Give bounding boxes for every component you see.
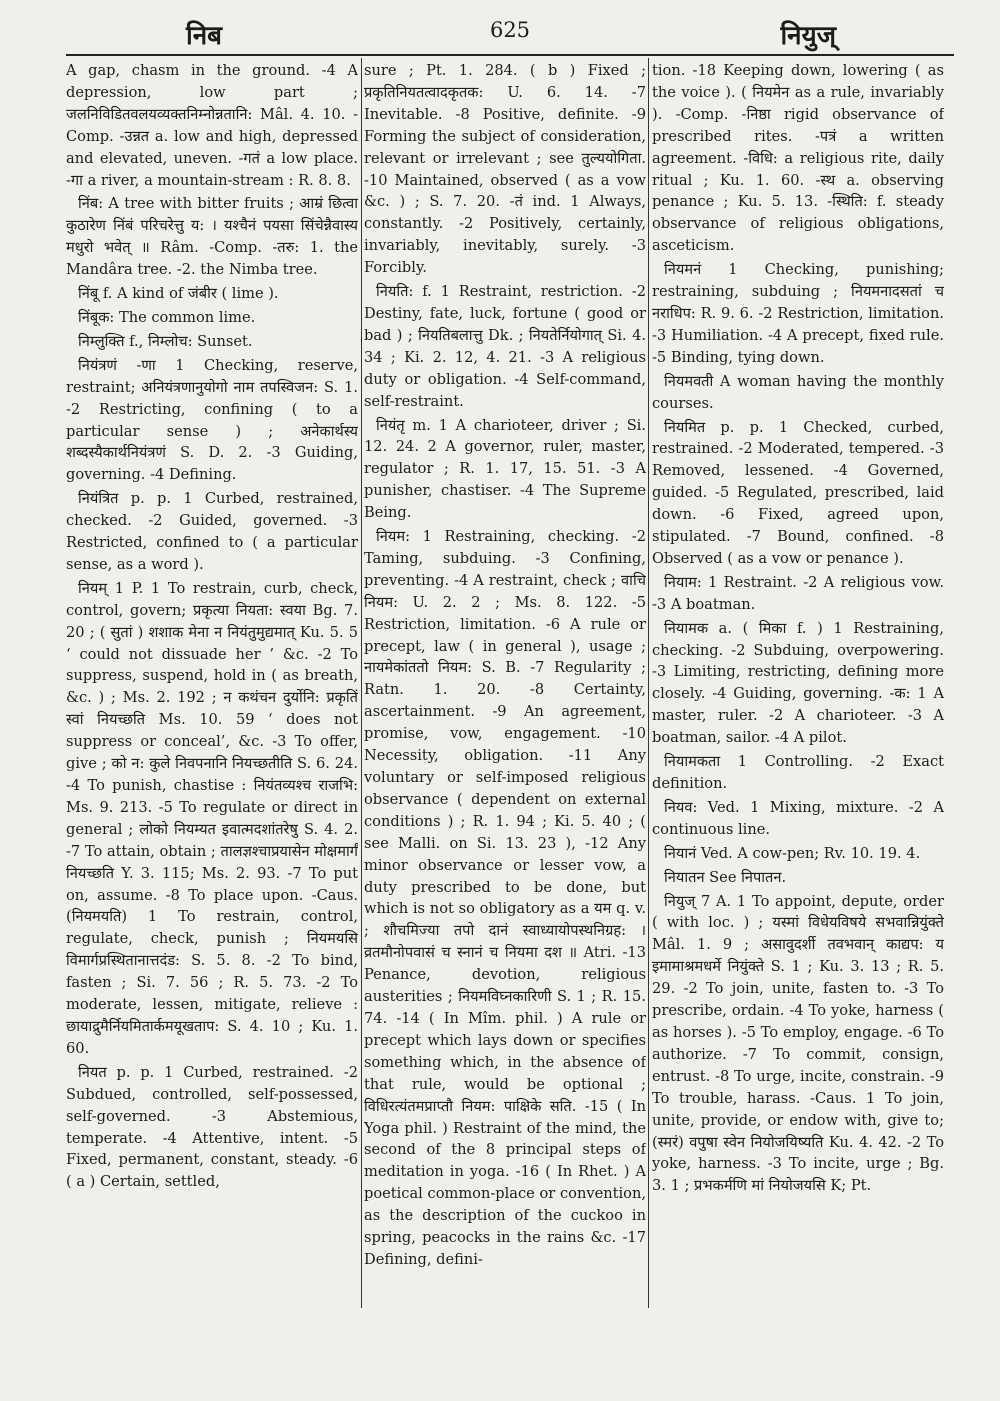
column-divider [648,58,649,1308]
entry-text: नियाम: 1 Restraint. -2 A religious vow. -3 A boatman. [652,573,944,613]
entry-text: निंबूक: The common lime. [78,308,256,326]
column-2 [364,60,646,1360]
entry-text: नियमनं 1 Checking, punishing; restraining, subduing ; नियमनादसतां च नराधिप: R. 9. 6. -2 Restriction, limitation. -3 Humiliation. -4 A precept, fixed rule. -5 Binding, tying down. [652,261,944,366]
page-number: 625 [489,18,531,42]
column-3 [652,60,944,1360]
entry-text: tion. -18 Keeping down, lowering ( as the voice ). ( नियमेन as a rule, invariably ). -Comp. -निष्ठा rigid observance of prescribed rites. -पत्रं a written agreement. -विधि: a religious rite, daily ritual ; Ku. 1. 60. -स्थ a. observing penance ; Ku. 5. 13. -स्थिति: f. steady observance of religious obligations, asceticism. [652,62,944,255]
entry-text: sure ; Pt. 1. 284. ( b ) Fixed ; प्रकृतिनियतत्वादकृतक: U. 6. 14. -7 Inevitable. -8 Positive, definite. -9 Forming the subject of consideration, relevant or irrelevant ; see तुल्ययोगिता. -10 Maintained, observed ( as a vow &c. ) ; S. 7. 20. -तं ind. 1 Always, constantly. -2 Positively, certainly, invariably, inevitably, surely. -3 Forcibly. [364,62,646,277]
entry-text: निम्लुक्ति f., निम्लोच: Sunset. [78,332,253,350]
header-rule [66,54,954,56]
entry-text: निंब: A tree with bitter fruits ; आम्रं छित्वा कुठारेण निंबं परिचरेत्तु य: । यश्चैनं पयसा सिंचेन्नैवास्य मधुरो भवेत् ॥ Râm. -Comp. -तरु: 1. the Mandâra tree. -2. the Nimba tree. [66,195,358,279]
entry-text: नियंतृ m. 1 A charioteer, driver ; Si. 12. 24. 2 A governor, ruler, master, regulator ; R. 1. 17, 15. 51. -3 A punisher, chastiser. -4 The Supreme Being. [364,416,646,522]
entry-text: नियामक a. ( मिका f. ) 1 Restraining, checking. -2 Subduing, overpowering. -3 Limiting, restricting, defining more closely. -4 Guiding, governing. -क: 1 A master, ruler. -2 A charioteer. -3 A boatman, sailor. -4 A pilot. [652,619,944,747]
entry-text: नियातन See निपातन. [664,868,787,886]
entry-text: नियानं Ved. A cow-pen; Rv. 10. 19. 4. [664,844,921,862]
left-running-headword: निब [186,21,223,51]
column-1 [66,60,358,1360]
entry-text: नियव: Ved. 1 Mixing, mixture. -2 A continuous line. [652,798,944,838]
entry-text: नियम: 1 Restraining, checking. -2 Taming, subduing. -3 Confining, preventing. -4 A restraint, check ; वाचि नियम: U. 2. 2 ; Ms. 8. 122. -5 Restriction, limitation. -6 A rule or precept, law ( in general ), usage ; नायमेकांततो नियम: S. B. -7 Regularity ; Ratn. 1. 20. -8 Certainty, ascertainment. -9 An agreement, promise, vow, engagement. -10 Necessity, obligation. -11 Any voluntary or self-imposed religious observance ( dependent on external conditions ) ; R. 1. 94 ; Ki. 5. 40 ; ( see Malli. on Si. 13. 23 ), -12 Any minor observance or lesser vow, a duty prescribed to be done, but which is not so obligatory as a यम q. v. ; शौचमिज्या तपो दानं स्वाध्यायोपस्थनिग्रह: । व्रतमौनोपवासं च स्नानं च नियमा दश ॥ Atri. -13 Penance, devotion, religious austerities ; नियमविघ्नकारिणी S. 1 ; R. 15. 74. -14 ( In Mîm. phil. ) A rule or precept which lays down or specifies something which, in the absence of that rule, would be optional ; विधिरत्यंतमप्राप्तौ नियम: पाक्षिके सति. -15 ( In Yoga phil. ) Restraint of the mind, the second of the 8 principal steps of meditation in yoga. -16 ( In Rhet. ) A poetical common-place or convention, as the description of the cuckoo in spring, peacocks in the rains &c. -17 Defining, defini- [364,528,646,1268]
entry-text: नियंत्रित p. p. 1 Curbed, restrained, checked. -2 Guided, governed. -3 Restricted, confined to ( a particular sense, as a word ). [66,490,358,573]
entry-text: नियति: f. 1 Restraint, restriction. -2 Destiny, fate, luck, fortune ( good or bad ) ; नियतिबलात्तु Dk. ; नियतेर्नियोगात् Si. 4. 34 ; Ki. 2. 12, 4. 21. -3 A religious duty or obligation. -4 Self-command, self-restraint. [364,283,646,410]
right-running-headword: नियुज् [780,21,836,51]
entry-text: A gap, chasm in the ground. -4 A depression, low part ; जलनिविडितवलयव्यक्तनिम्नोन्नतानि: Mâl. 4. 10. -Comp. -उन्नत a. low and high, depressed and elevated, uneven. -गतं a low place. -गा a river, a mountain-stream : R. 8. 8. [66,62,358,189]
entry-text: नियामकता 1 Controlling. -2 Exact definition. [652,753,944,792]
entry-text: नियत p. p. 1 Curbed, restrained. -2 Subdued, controlled, self-possessed, self-governed. -3 Abstemious, temperate. -4 Attentive, intent. -5 Fixed, permanent, constant, steady. -6 ( a ) Certain, settled, [66,1063,358,1191]
entry-text: नियम् 1 P. 1 To restrain, curb, check, control, govern; प्रकृत्या नियता: स्वया Bg. 7. 20 ; ( सुतां ) शशाक मेना न नियंतुमुद्यमात् Ku. 5. 5 ‘ could not dissuade her ’ &c. -2 To suppress, suspend, hold in ( as breath, &c. ) ; Ms. 2. 192 ; न कथंचन दुर्योनि: प्रकृतिं स्वां नियच्छति Ms. 10. 59 ‘ does not suppress or conceal’, &c. -3 To offer, give ; को न: कुले निवपनानि नियच्छतीति S. 6. 24. -4 To punish, chastise : नियंतव्यश्च राजभि: Ms. 9. 213. -5 To regulate or direct in general ; लोको नियम्यत इवात्मदशांतरेषु S. 4. 2. -7 To attain, obtain ; तालज्ञश्चाप्रयासेन मोक्षमार्गं नियच्छति Y. 3. 115; Ms. 2. 93. -7 To put on, assume. -8 To place upon. -Caus. (नियमयति) 1 To restrain, control, regulate, check, punish ; नियमयसि विमार्गप्रस्थितानात्तदंड: S. 5. 8. -2 To bind, fasten ; Si. 7. 56 ; R. 5. 73. -2 To moderate, lessen, mitigate, relieve : छायाद्रुमैर्नियमितार्कमयूखताप: S. 4. 10 ; Ku. 1. 60. [66,579,358,1057]
entry-text: निंबू f. A kind of जंबीर ( lime ). [78,285,279,303]
entry-text: नियमवती A woman having the monthly courses. [652,372,944,412]
entry-text: नियुज् 7 A. 1 To appoint, depute, order ( with loc. ) ; यस्मां विधेयविषये सभवान्नियुंक्ते Mâl. 1. 9 ; असावुदर्शी तवभवान् काद्यप: य इमामाश्रमधर्मे नियुंक्ते S. 1 ; Ku. 3. 13 ; R. 5. 29. -2 To join, unite, fasten to. -3 To prescribe, ordain. -4 To yoke, harness ( as horses ). -5 To employ, engage. -6 To authorize. -7 To commit, consign, entrust. -8 To urge, incite, constrain. -9 To trouble, harass. -Caus. 1 To join, unite, provide, or endow with, give to; (स्मरं) वपुषा स्वेन नियोजयिष्यति Ku. 4. 42. -2 To yoke, harness. -3 To incite, urge ; Bg. 3. 1 ; प्रभकर्मणि मां नियोजयसि K; Pt. [652,892,944,1195]
entry-text: नियंत्रणं -णा 1 Checking, reserve, restraint; अनियंत्रणानुयोगो नाम तपस्विजन: S. 1. -2 Restricting, confining ( to a particular sense ) ; अनेकार्थस्य शब्दस्यैकार्थनियंत्रणं S. D. 2. -3 Guiding, governing. -4 Defining. [66,356,358,484]
entry-text: नियमित p. p. 1 Checked, curbed, restrained. -2 Moderated, tempered. -3 Removed, lessened. -4 Governed, guided. -5 Regulated, prescribed, laid down. -6 Fixed, agreed upon, stipulated. -7 Bound, confined. -8 Observed ( as a vow or penance ). [652,418,944,567]
page-header [66,14,954,54]
column-divider [361,58,362,1308]
